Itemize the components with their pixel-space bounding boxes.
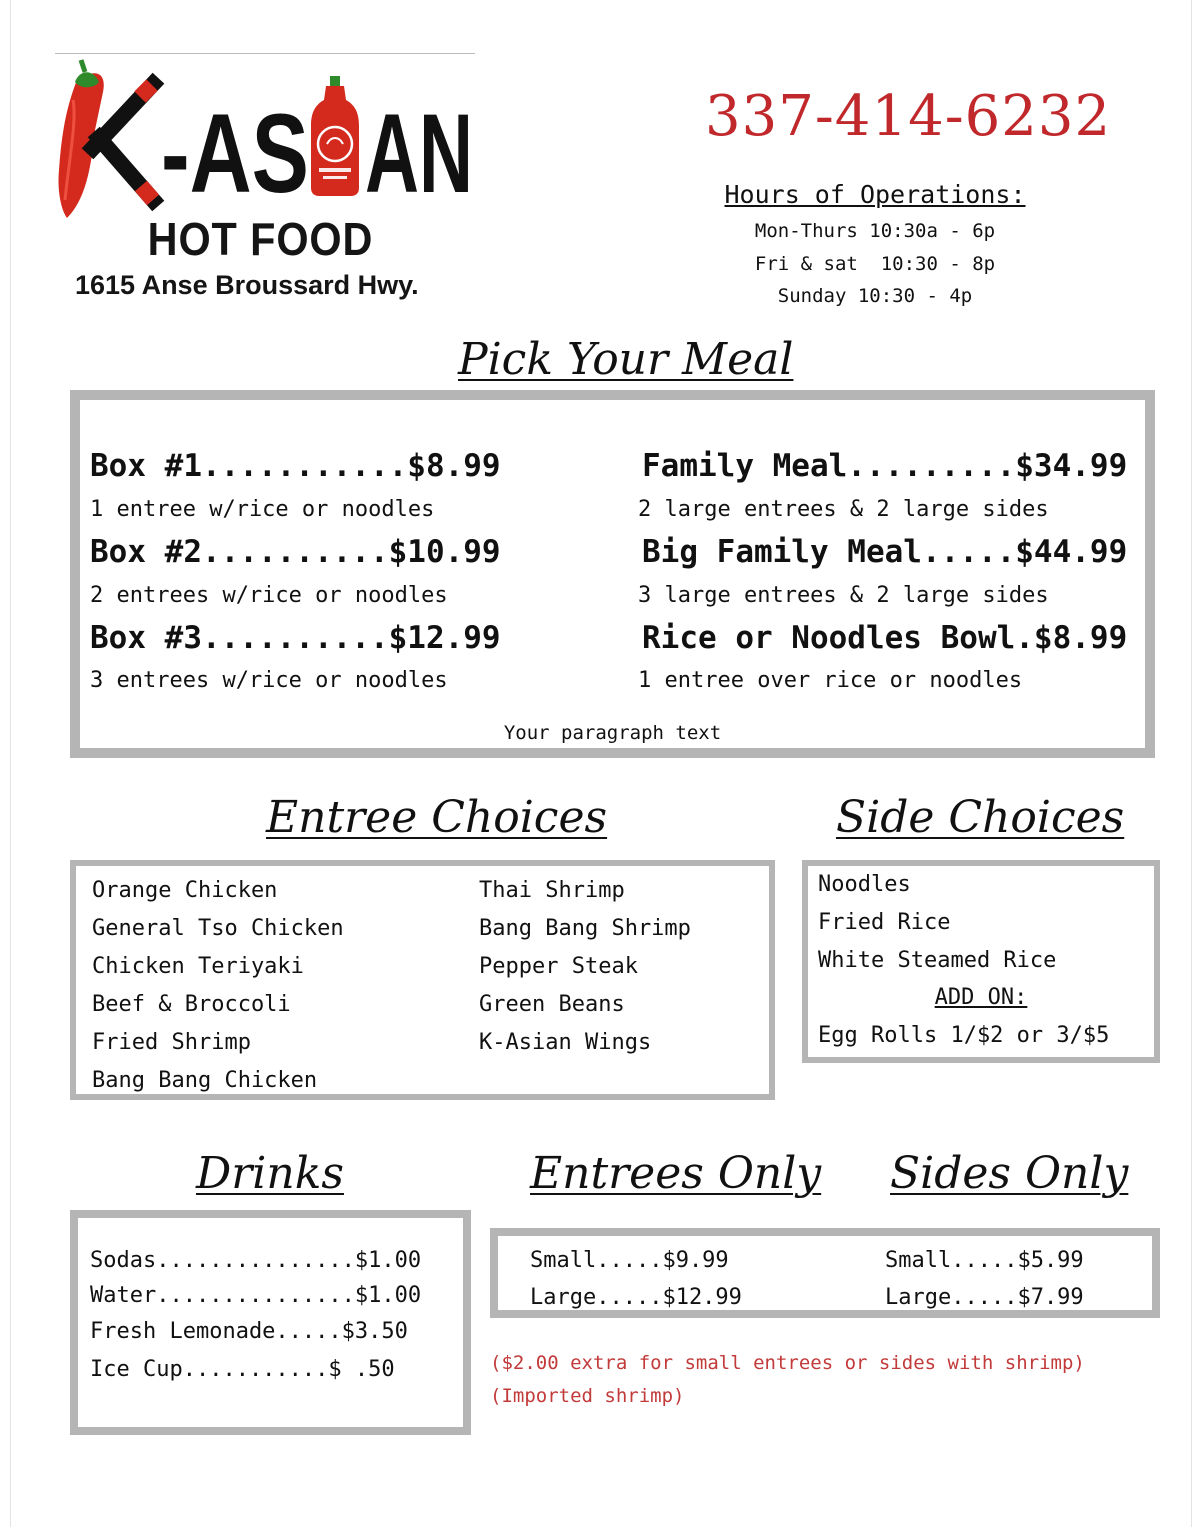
side-choices-box xyxy=(802,860,1160,1063)
side-choices-heading: Side Choices xyxy=(836,792,1125,843)
meal-family-desc: 2 large entrees & 2 large sides xyxy=(638,497,1049,522)
entree-item: Beef & Broccoli xyxy=(92,992,291,1017)
restaurant-address: 1615 Anse Broussard Hwy. xyxy=(75,270,419,300)
meal-big-family-desc: 3 large entrees & 2 large sides xyxy=(638,583,1049,608)
k-asian-logo xyxy=(55,60,475,225)
pick-your-meal-heading: Pick Your Meal xyxy=(458,334,794,385)
entree-item: Bang Bang Chicken xyxy=(92,1068,318,1093)
entree-item: Chicken Teriyaki xyxy=(92,954,304,979)
entree-item: General Tso Chicken xyxy=(92,916,344,941)
meal-box-3: Box #3..........$12.99 xyxy=(90,620,501,656)
phone-number[interactable]: 337-414-6232 xyxy=(705,84,1112,149)
entrees-only-heading: Entrees Only xyxy=(530,1148,822,1199)
side-small-price: Small.....$5.99 xyxy=(885,1248,1084,1273)
meal-rice-noodles-bowl-desc: 1 entree over rice or noodles xyxy=(638,668,1023,693)
entree-item: Green Beans xyxy=(479,992,625,1017)
addon-egg-rolls: Egg Rolls 1/$2 or 3/$5 xyxy=(818,1023,1110,1048)
entree-choices-heading: Entree Choices xyxy=(266,792,608,843)
shrimp-extra-note: ($2.00 extra for small entrees or sides with shrimp) xyxy=(490,1352,1085,1374)
meal-big-family: Big Family Meal.....$44.99 xyxy=(642,534,1128,570)
drink-item: Ice Cup...........$ .50 xyxy=(90,1357,395,1382)
meal-box-2-desc: 2 entrees w/rice or noodles xyxy=(90,583,448,608)
entree-item: Pepper Steak xyxy=(479,954,638,979)
meal-rice-noodles-bowl: Rice or Noodles Bowl.$8.99 xyxy=(642,620,1128,656)
drink-item: Fresh Lemonade.....$3.50 xyxy=(90,1319,408,1344)
svg-text:AN: AN xyxy=(365,91,473,216)
drink-item: Sodas...............$1.00 xyxy=(90,1248,422,1273)
placeholder-paragraph: Your paragraph text xyxy=(503,722,722,744)
a-la-carte-box xyxy=(490,1228,1160,1318)
addon-label: ADD ON: xyxy=(934,985,1028,1010)
sriracha-bottle-icon xyxy=(311,76,359,196)
drinks-box xyxy=(70,1210,471,1435)
svg-text:-AS: -AS xyxy=(161,91,309,216)
entree-item: Thai Shrimp xyxy=(479,878,625,903)
entree-small-price: Small.....$9.99 xyxy=(530,1248,729,1273)
side-item: Fried Rice xyxy=(818,910,951,935)
imported-shrimp-note: (Imported shrimp) xyxy=(490,1385,685,1407)
hours-friday-saturday: Fri & sat 10:30 - 8p xyxy=(754,253,996,275)
side-item: White Steamed Rice xyxy=(818,948,1057,973)
meal-family: Family Meal.........$34.99 xyxy=(642,448,1128,484)
side-item: Noodles xyxy=(818,872,911,897)
hours-weekday: Mon-Thurs 10:30a - 6p xyxy=(754,220,996,242)
entree-item: Fried Shrimp xyxy=(92,1030,251,1055)
meal-box-1: Box #1...........$8.99 xyxy=(90,448,501,484)
entree-item: Orange Chicken xyxy=(92,878,278,903)
meal-box-2: Box #2..........$10.99 xyxy=(90,534,501,570)
hours-title: Hours of Operations: xyxy=(724,180,1026,209)
meal-box-3-desc: 3 entrees w/rice or noodles xyxy=(90,668,448,693)
entree-large-price: Large.....$12.99 xyxy=(530,1285,742,1310)
logo-subtitle: HOT FOOD xyxy=(147,213,374,265)
logo-divider xyxy=(55,53,475,54)
sides-only-heading: Sides Only xyxy=(890,1148,1129,1199)
side-large-price: Large.....$7.99 xyxy=(885,1285,1084,1310)
entree-item: Bang Bang Shrimp xyxy=(479,916,691,941)
meals-box xyxy=(70,390,1155,758)
hours-sunday: Sunday 10:30 - 4p xyxy=(777,285,973,307)
drink-item: Water...............$1.00 xyxy=(90,1283,422,1308)
meal-box-1-desc: 1 entree w/rice or noodles xyxy=(90,497,435,522)
drinks-heading: Drinks xyxy=(196,1148,344,1199)
entree-item: K-Asian Wings xyxy=(479,1030,652,1055)
entree-choices-box xyxy=(70,860,775,1100)
